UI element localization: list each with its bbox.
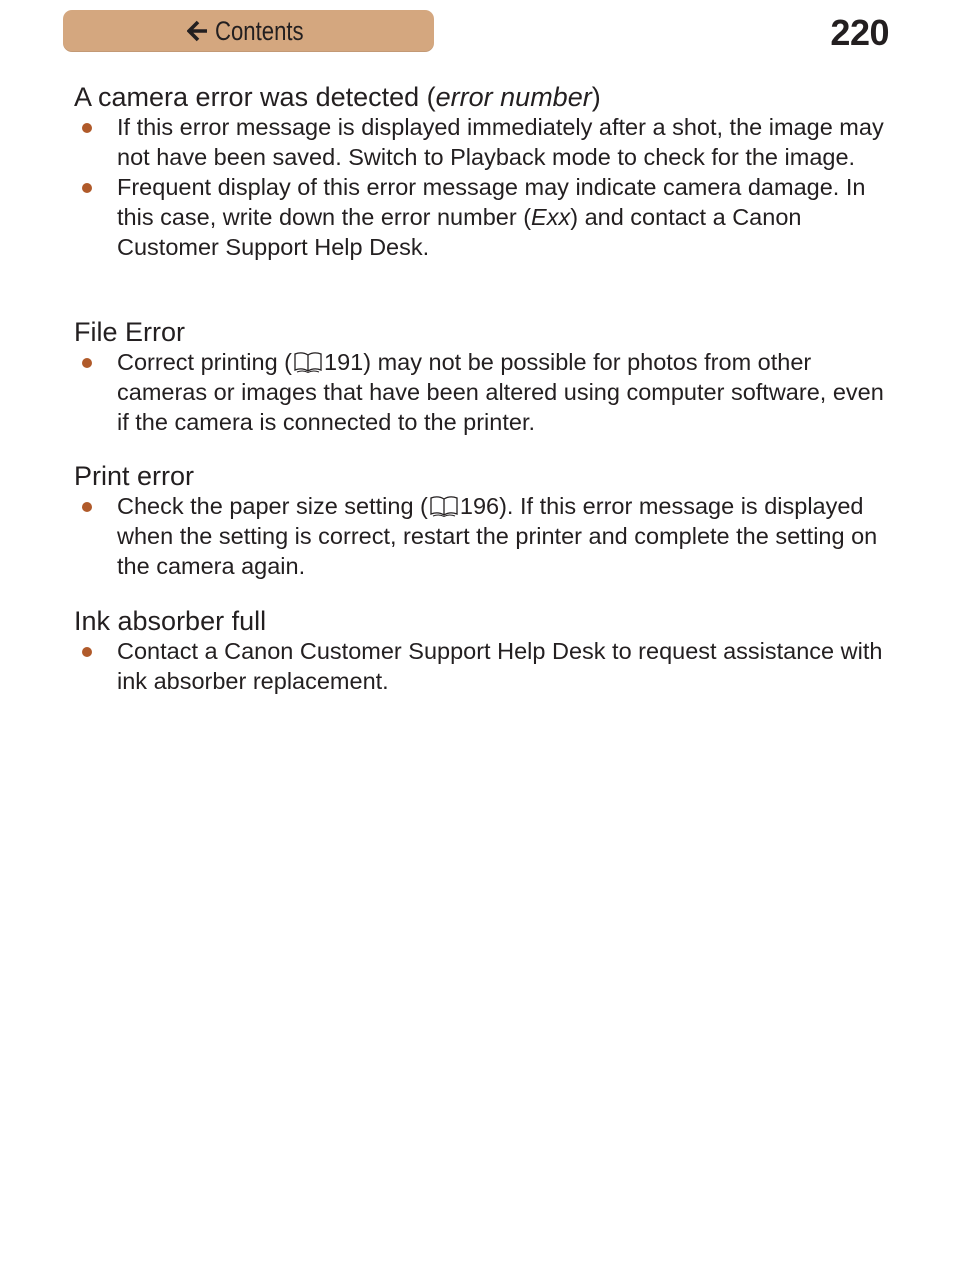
book-icon: [293, 351, 323, 373]
list-item: [74, 347, 894, 437]
arrow-left-icon: [187, 20, 209, 42]
list-item: [74, 112, 894, 172]
bullet-icon: [82, 358, 92, 368]
list-item-text: If this error message is displayed immediately after a shot, the image may not have been saved. Switch to Playback mode to check for the image.: [117, 114, 884, 170]
page-reference-link[interactable]: 191: [324, 349, 364, 375]
contents-button[interactable]: [63, 10, 434, 52]
list-item-text-after: ). If this error message is displayed when the setting is correct, restart the printer and complete the setting on the camera again.: [117, 493, 878, 579]
bullet-icon: [82, 123, 92, 133]
list-item-text: Contact a Canon Customer Support Help Desk to request assistance with ink absorber replacement.: [117, 638, 883, 694]
list-item-text-before: Check the paper size setting (: [117, 493, 428, 519]
section-camera-error: [74, 82, 894, 262]
list-item-text-before: Correct printing (: [117, 349, 292, 375]
section-title: Print error: [74, 461, 195, 491]
bullet-icon: [82, 647, 92, 657]
list-item-text-before: Frequent display of this error message may indicate camera damage. In this case, write down the error number (: [117, 174, 866, 230]
title-prefix: A camera error was detected (: [74, 82, 436, 112]
contents-label: Contents: [214, 15, 304, 46]
bullet-list: [74, 636, 894, 696]
list-item: [74, 636, 894, 696]
section-title: File Error: [74, 317, 186, 347]
bullet-list: [74, 347, 894, 437]
section-file-error: [74, 317, 894, 437]
bullet-icon: [82, 183, 92, 193]
title-suffix: ): [591, 82, 601, 112]
section-title: [74, 82, 894, 112]
list-item: [74, 491, 894, 581]
section-print-error: [74, 461, 894, 581]
bullet-list: [74, 491, 894, 581]
list-item: [74, 172, 894, 262]
bullet-icon: [82, 502, 92, 512]
error-code: Exx: [531, 204, 571, 230]
section-ink-absorber-full: [74, 606, 894, 696]
title-italic: error number: [435, 82, 592, 112]
list-item-text-after: ) and contact a Canon Customer Support Help Desk.: [117, 204, 802, 260]
bullet-list: [74, 112, 894, 262]
book-icon: [429, 495, 459, 517]
page-number: 220: [830, 12, 889, 53]
section-title: Ink absorber full: [74, 606, 267, 636]
list-item-text-after: ) may not be possible for photos from other cameras or images that have been altered using computer software, even if the camera is connected to the printer.: [117, 349, 884, 435]
page-reference-link[interactable]: 196: [459, 493, 500, 519]
